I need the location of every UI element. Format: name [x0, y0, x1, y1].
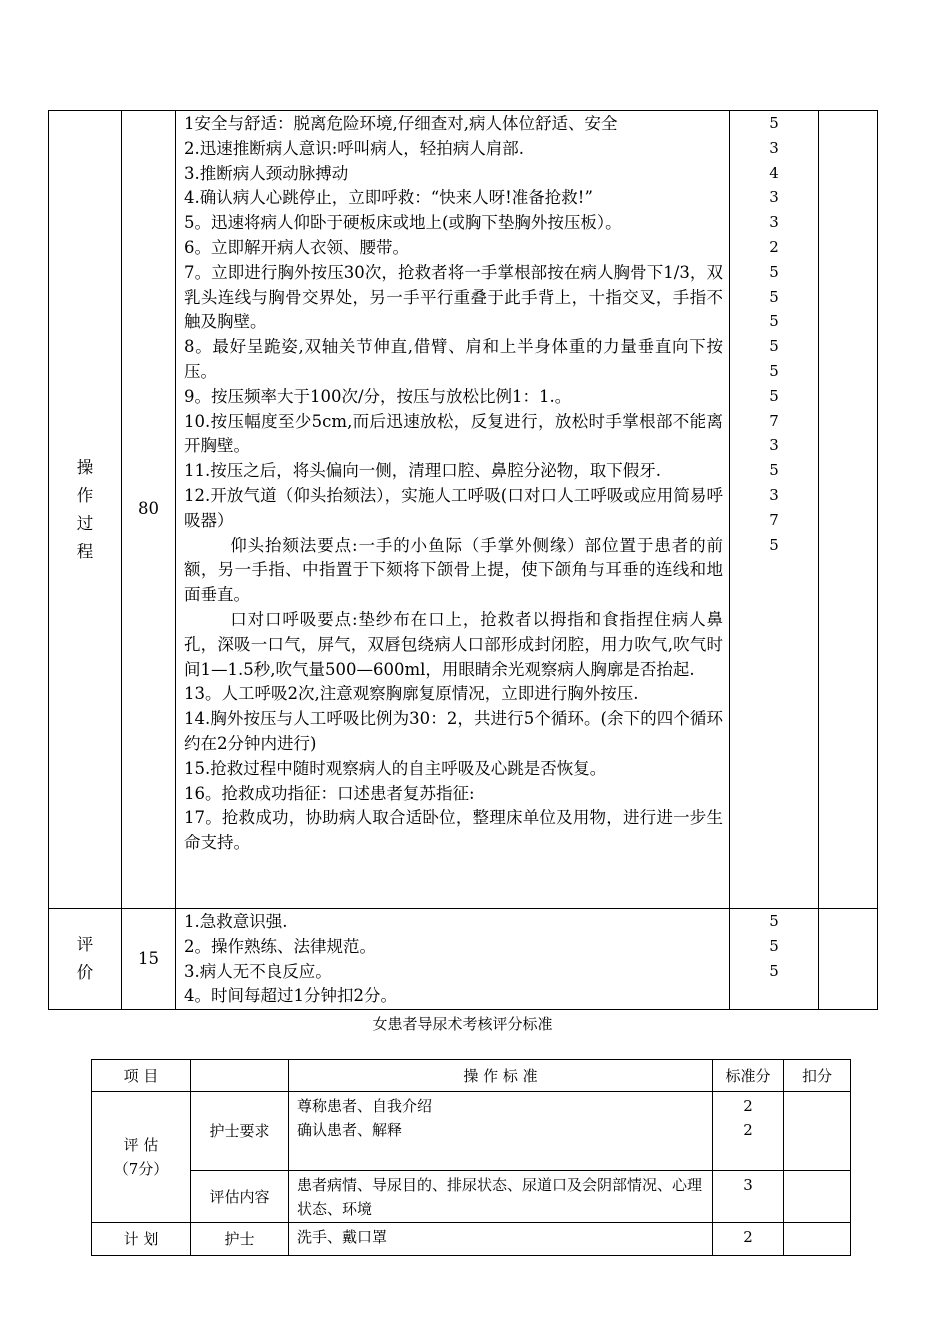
standard-cell: [289, 1092, 713, 1171]
standard-line: 尊称患者、自我介绍: [297, 1097, 433, 1115]
deduct-cell: [819, 111, 878, 909]
point-value: 5: [769, 114, 779, 132]
point-value: 7: [769, 510, 779, 529]
table-row: [92, 1092, 851, 1171]
point-value: 5: [769, 386, 779, 405]
table-row: [92, 1223, 851, 1256]
step-line: 8。最好呈跪姿,双轴关节伸直,借臂、肩和上半身体重的力量垂直向下按压。: [184, 337, 723, 381]
category-cell: [49, 111, 122, 909]
step-line: 10.按压幅度至少5cm,而后迅速放松，反复进行，放松时手掌根部不能离开胸壁。: [184, 411, 723, 456]
step-line: 11.按压之后，将头偏向一侧，清理口腔、鼻腔分泌物，取下假牙.: [184, 461, 661, 481]
standard-cell: [289, 1171, 713, 1223]
step-line: 1安全与舒适：脱离危险环境,仔细查对,病人体位舒适、安全: [184, 114, 618, 133]
category-char: 操: [76, 457, 94, 477]
point-value: 3: [769, 485, 779, 504]
point-value: 2: [769, 237, 779, 256]
step-line: 3.推断病人颈动脉搏动: [184, 163, 349, 183]
point-value: 5: [769, 912, 779, 930]
deduct-cell: [784, 1171, 851, 1223]
point-value: 2: [743, 1097, 753, 1115]
points-cell: [713, 1092, 784, 1171]
sub-item: 评估内容: [191, 1171, 289, 1223]
category-char: 评: [76, 935, 94, 955]
point-value: 5: [769, 461, 779, 480]
step-line: 6。立即解开病人衣领、腰带。: [184, 237, 409, 257]
criteria-line: 4。时间每超过1分钟扣2分。: [184, 986, 397, 1006]
cpr-scoring-table: [48, 110, 878, 1010]
step-line: 7。立即进行胸外按压30次，抢救者将一手掌根部按在病人胸骨下1/3，双乳头连线与胸骨交界处，另一手平行重叠于此手背上，十指交叉，手指不触及胸壁。: [184, 262, 723, 332]
point-value: 5: [769, 961, 779, 980]
step-note: 仰头抬颏法要点:一手的小鱼际（手掌外侧缘）部位置于患者的前额，另一手指、中指置于下颏将下颌骨上提，使下颌角与耳垂的连线和地面垂直。: [184, 535, 723, 605]
point-value: 4: [769, 163, 779, 182]
header-standard: 操 作 标 准: [289, 1060, 713, 1092]
point-value: 5: [769, 287, 779, 306]
section-row-operation: [49, 111, 878, 909]
section-row-evaluation: [49, 909, 878, 1010]
criteria-line: 3.病人无不良反应。: [184, 961, 332, 981]
criteria-line: 2。操作熟练、法律规范。: [184, 936, 376, 956]
step-line: 4.确认病人心跳停止，立即呼救：“快来人呀!准备抢救!”: [184, 188, 593, 208]
deduct-cell: [784, 1223, 851, 1256]
points-cell: [713, 1223, 784, 1256]
point-value: 5: [769, 337, 779, 356]
header-blank: [191, 1060, 289, 1092]
catheterization-scoring-table: [91, 1059, 851, 1256]
deduct-cell: [819, 909, 878, 1010]
group-cell-plan: 计 划: [92, 1223, 191, 1256]
header-deduct: 扣分: [784, 1060, 851, 1092]
group-cell-assessment: [92, 1092, 191, 1223]
category-char: 过: [76, 513, 94, 533]
step-line: 2.迅速推断病人意识:呼叫病人，轻拍病人肩部.: [184, 138, 525, 158]
category-char: 价: [76, 963, 94, 983]
group-sublabel: （7分）: [113, 1160, 169, 1178]
section-content: [176, 909, 730, 1010]
section-content: [176, 111, 730, 909]
header-item: 项 目: [92, 1060, 191, 1092]
step-line: 13。人工呼吸2次,注意观察胸廓复原情况，立即进行胸外按压.: [184, 684, 639, 704]
sub-item: 护士要求: [191, 1092, 289, 1171]
point-value: 2: [743, 1121, 753, 1139]
step-line: 14.胸外按压与人工呼吸比例为30：2，共进行5个循环。(余下的四个循环约在2分钟内进行): [184, 709, 723, 753]
category-char: 程: [76, 541, 94, 561]
point-value: 3: [769, 436, 779, 455]
step-line: 12.开放气道（仰头抬颏法），实施人工呼吸(口对口人工呼吸或应用简易呼吸器）: [184, 485, 723, 530]
point-value: 3: [769, 213, 779, 232]
deduct-cell: [784, 1092, 851, 1171]
point-value: 7: [769, 411, 779, 430]
standard-line: 患者病情、导尿目的、排尿状态、尿道口及会阴部情况、心理状态、环境: [297, 1176, 703, 1218]
standard-points-cell: [730, 909, 819, 1010]
category-cell: [49, 909, 122, 1010]
step-line: 17。抢救成功，协助病人取合适卧位，整理床单位及用物，进行进一步生命支持。: [184, 808, 723, 853]
point-value: 5: [769, 535, 779, 554]
step-line: 5。迅速将病人仰卧于硬板床或地上(或胸下垫胸外按压板）。: [184, 213, 622, 233]
group-label: 评 估: [123, 1136, 159, 1154]
step-line: 9。按压频率大于100次/分，按压与放松比例1：1.。: [184, 386, 572, 406]
point-value: 5: [769, 312, 779, 331]
standard-line: 确认患者、解释: [297, 1121, 403, 1139]
standard-cell: [289, 1223, 713, 1256]
point-value: 5: [769, 936, 779, 955]
step-line: 16。抢救成功指征：口述患者复苏指征:: [184, 783, 475, 803]
point-value: 5: [769, 262, 779, 281]
sub-item: 护士: [191, 1223, 289, 1256]
criteria-line: 1.急救意识强.: [184, 912, 288, 931]
standard-line: 洗手、戴口罩: [297, 1228, 388, 1246]
point-value: 2: [743, 1228, 753, 1246]
standard-points-cell: [730, 111, 819, 909]
point-value: 3: [743, 1176, 753, 1194]
step-line: 15.抢救过程中随时观察病人的自主呼吸及心跳是否恢复。: [184, 758, 607, 778]
point-value: 3: [769, 138, 779, 157]
point-value: 5: [769, 361, 779, 380]
header-row: [92, 1060, 851, 1092]
category-char: 作: [76, 485, 94, 505]
table-row: [92, 1171, 851, 1223]
step-note: 口对口呼吸要点:垫纱布在口上，抢救者以拇指和食指捏住病人鼻孔，深吸一口气，屏气，双唇包绕病人口部形成封闭腔，用力吹气,吹气时间1—1.5秒,吹气量500—600ml，用眼睛余光观察病人胸廓是否抬起.: [184, 609, 723, 679]
points-cell: [713, 1171, 784, 1223]
section-score: 80: [122, 111, 176, 909]
point-value: 3: [769, 188, 779, 207]
header-points: 标准分: [713, 1060, 784, 1092]
table-caption: 女患者导尿术考核评分标准: [372, 1015, 553, 1033]
section-score: 15: [122, 909, 176, 1010]
